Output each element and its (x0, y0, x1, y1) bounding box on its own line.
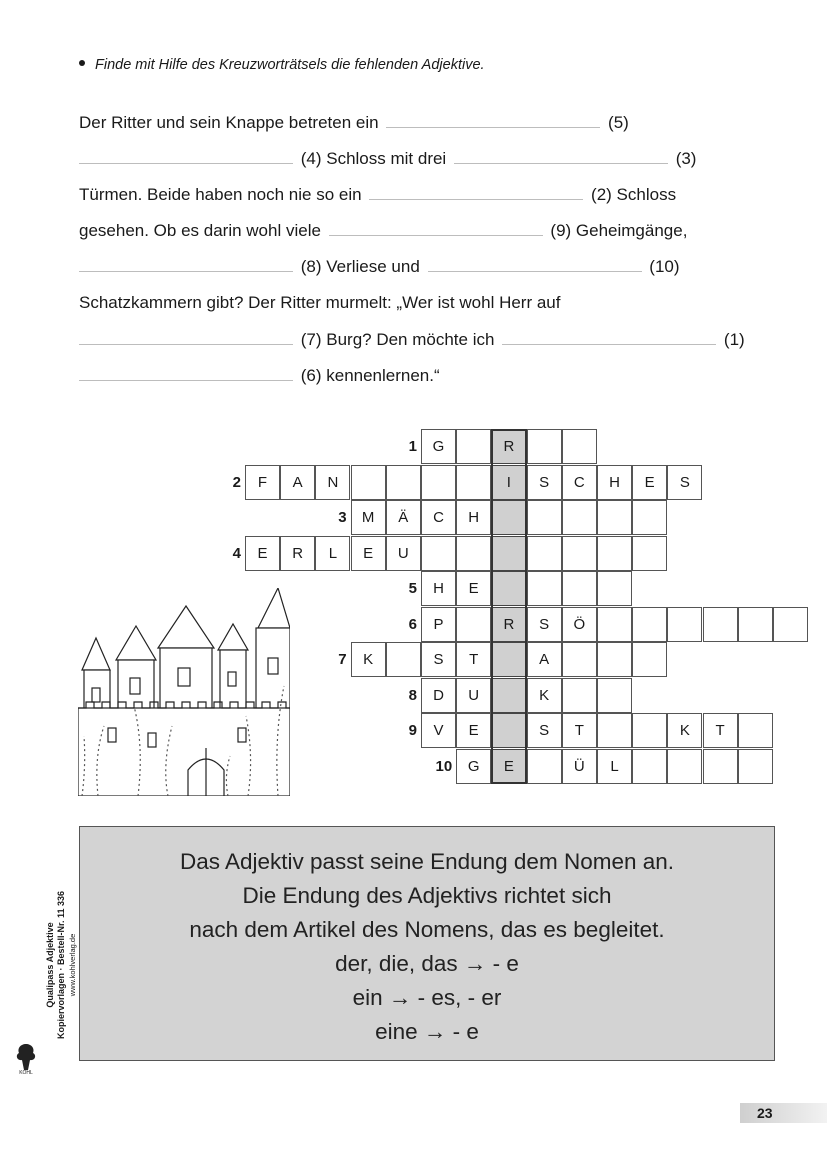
bullet-icon (79, 60, 85, 66)
rule-line-5: ein → - es, - er (352, 985, 502, 1010)
text-line-8: (6) kennenlernen.“ (79, 364, 440, 388)
kohl-logo-icon (13, 1040, 39, 1074)
crossword-cell[interactable]: H (597, 465, 632, 500)
blank-4[interactable] (79, 147, 293, 164)
crossword-cell[interactable] (738, 749, 773, 784)
crossword-cell[interactable]: E (632, 465, 667, 500)
crossword-cell[interactable] (632, 607, 667, 642)
crossword-cell[interactable] (527, 571, 562, 606)
instruction-text: Finde mit Hilfe des Kreuzworträtsels die fehlenden Adjektive. (95, 57, 485, 73)
clue-number-9: 9 (408, 722, 417, 739)
clue-number-2: 2 (232, 473, 241, 491)
crossword-cell[interactable]: F (245, 465, 280, 500)
crossword-cell[interactable]: A (280, 465, 315, 500)
crossword-cell[interactable] (491, 678, 526, 713)
crossword-cell[interactable] (562, 571, 597, 606)
crossword-cell[interactable] (632, 749, 667, 784)
crossword-cell[interactable] (632, 500, 667, 535)
crossword-cell[interactable] (773, 607, 808, 642)
crossword-cell[interactable]: U (386, 536, 421, 571)
crossword-cell[interactable] (562, 500, 597, 535)
crossword-cell[interactable]: Ö (562, 607, 597, 642)
solution-column-frame (491, 429, 527, 784)
crossword-cell[interactable]: E (351, 536, 386, 571)
crossword-cell[interactable] (562, 642, 597, 677)
crossword-cell[interactable] (597, 642, 632, 677)
crossword-cell[interactable] (491, 500, 526, 535)
crossword-cell[interactable] (703, 749, 738, 784)
crossword-cell[interactable]: E (491, 749, 526, 784)
crossword-cell[interactable] (491, 713, 526, 748)
crossword-cell[interactable]: P (421, 607, 456, 642)
crossword-cell[interactable]: D (421, 678, 456, 713)
crossword-cell[interactable] (738, 713, 773, 748)
crossword-cell[interactable]: E (245, 536, 280, 571)
text-line-1: Der Ritter und sein Knappe betreten ein (5) (79, 113, 629, 132)
crossword-cell[interactable] (456, 536, 491, 571)
text-line-7: (7) Burg? Den möchte ich (1) (79, 328, 745, 352)
crossword-cell[interactable] (597, 536, 632, 571)
crossword-cell[interactable] (597, 500, 632, 535)
blank-1[interactable] (502, 328, 716, 345)
text-line-6: Schatzkammern gibt? Der Ritter murmelt: „Wer ist wohl Herr auf (79, 293, 561, 312)
crossword-cell[interactable] (597, 607, 632, 642)
crossword-cell[interactable]: T (456, 642, 491, 677)
crossword-cell[interactable]: V (421, 713, 456, 748)
blank-7[interactable] (79, 328, 293, 345)
sidebar-url: www.kohlverlag.de (68, 933, 77, 997)
blank-10[interactable] (428, 255, 642, 272)
castle-illustration (78, 588, 290, 796)
crossword-cell[interactable] (351, 465, 386, 500)
crossword-cell[interactable]: H (456, 500, 491, 535)
crossword-cell[interactable]: S (527, 607, 562, 642)
crossword-cell[interactable] (597, 571, 632, 606)
crossword-cell[interactable]: G (456, 749, 491, 784)
clue-number-1: 1 (408, 438, 417, 455)
rule-line-1: Das Adjektiv passt seine Endung dem Nomen an. (179, 849, 675, 874)
crossword-cell[interactable] (703, 607, 738, 642)
rule-line-3: nach dem Artikel des Nomens, das es begleitet. (189, 917, 665, 942)
sidebar-title: Qualipass Adjektive (45, 922, 55, 1008)
crossword-cell[interactable] (421, 465, 456, 500)
crossword-cell[interactable]: L (597, 749, 632, 784)
crossword-cell[interactable] (421, 536, 456, 571)
crossword-cell[interactable]: G (421, 429, 456, 464)
clue-number-3: 3 (338, 509, 347, 526)
crossword-cell[interactable] (597, 713, 632, 748)
crossword-cell[interactable] (632, 642, 667, 677)
rule-line-4: der, die, das → - e (335, 951, 519, 976)
crossword-cell[interactable]: S (527, 465, 562, 500)
sidebar-subtitle: Kopiervorlagen · Bestell-Nr. 11 336 (56, 890, 66, 1040)
crossword-cell[interactable]: S (421, 642, 456, 677)
blank-5[interactable] (386, 111, 600, 128)
crossword-cell[interactable] (632, 536, 667, 571)
crossword-cell[interactable]: M (351, 500, 386, 535)
text-line-5: (8) Verliese und (10) (79, 255, 680, 279)
crossword-cell[interactable] (632, 713, 667, 748)
crossword-cell[interactable] (562, 536, 597, 571)
crossword-cell[interactable]: E (456, 571, 491, 606)
clue-number-6: 6 (408, 615, 417, 633)
crossword-cell[interactable]: Ü (562, 749, 597, 784)
crossword-cell[interactable]: R (491, 429, 526, 464)
crossword-cell[interactable] (491, 536, 526, 571)
crossword-cell[interactable] (527, 500, 562, 535)
rule-line-6: eine → - e (375, 1019, 479, 1044)
crossword-cell[interactable]: S (667, 465, 702, 500)
rule-line-2: Die Endung des Adjektivs richtet sich (242, 883, 612, 908)
page-number-bar (740, 1103, 827, 1123)
crossword-cell[interactable] (491, 642, 526, 677)
crossword-cell[interactable]: R (280, 536, 315, 571)
crossword-cell[interactable] (562, 429, 597, 464)
crossword-cell[interactable] (456, 607, 491, 642)
crossword-cell[interactable]: I (491, 465, 526, 500)
clue-number-5: 5 (408, 580, 417, 597)
text-line-4: gesehen. Ob es darin wohl viele (9) Geheimgänge, (79, 221, 688, 240)
page-number: 23 (757, 1105, 773, 1121)
rule-box (79, 826, 775, 1061)
crossword-cell[interactable]: K (667, 713, 702, 748)
text-line-3: Türmen. Beide haben noch nie so ein (2) Schloss (79, 185, 677, 204)
clue-number-4: 4 (232, 544, 241, 562)
clue-number-7: 7 (338, 651, 347, 668)
crossword-cell[interactable]: K (351, 642, 386, 677)
crossword-cell[interactable]: T (703, 713, 738, 748)
blank-3[interactable] (454, 147, 668, 164)
crossword-cell[interactable] (562, 678, 597, 713)
crossword-cell[interactable] (597, 678, 632, 713)
logo-text: KOHL (19, 1070, 33, 1074)
publisher-sidebar (45, 845, 75, 1085)
blank-6[interactable] (79, 364, 293, 381)
crossword-cell[interactable]: L (315, 536, 350, 571)
crossword-cell[interactable] (667, 749, 702, 784)
text-line-2: (4) Schloss mit drei (3) (79, 147, 696, 171)
crossword-cell[interactable]: S (527, 713, 562, 748)
clue-number-8: 8 (408, 686, 417, 704)
crossword-cell[interactable]: K (527, 678, 562, 713)
crossword-cell[interactable]: N (315, 465, 350, 500)
clue-number-10: 10 (435, 757, 453, 775)
crossword-cell[interactable] (386, 465, 421, 500)
instruction (79, 57, 485, 73)
crossword-cell[interactable]: Ä (386, 500, 421, 535)
crossword-cell[interactable] (386, 642, 421, 677)
crossword-cell[interactable]: H (421, 571, 456, 606)
crossword-cell[interactable] (527, 749, 562, 784)
crossword-cell[interactable] (491, 571, 526, 606)
crossword-cell[interactable]: E (456, 713, 491, 748)
blank-8[interactable] (79, 255, 293, 272)
crossword-cell[interactable] (527, 429, 562, 464)
crossword-cell[interactable] (527, 536, 562, 571)
crossword-cell[interactable]: R (491, 607, 526, 642)
crossword-cell[interactable]: U (456, 678, 491, 713)
blank-9[interactable] (329, 219, 543, 236)
crossword-cell[interactable]: T (562, 713, 597, 748)
blank-2[interactable] (369, 183, 583, 200)
crossword-cell[interactable] (456, 429, 491, 464)
crossword-cell[interactable] (456, 465, 491, 500)
crossword-cell[interactable] (667, 607, 702, 642)
crossword-cell[interactable] (738, 607, 773, 642)
crossword-cell[interactable]: C (421, 500, 456, 535)
crossword-cell[interactable]: A (527, 642, 562, 677)
crossword-cell[interactable]: C (562, 465, 597, 500)
